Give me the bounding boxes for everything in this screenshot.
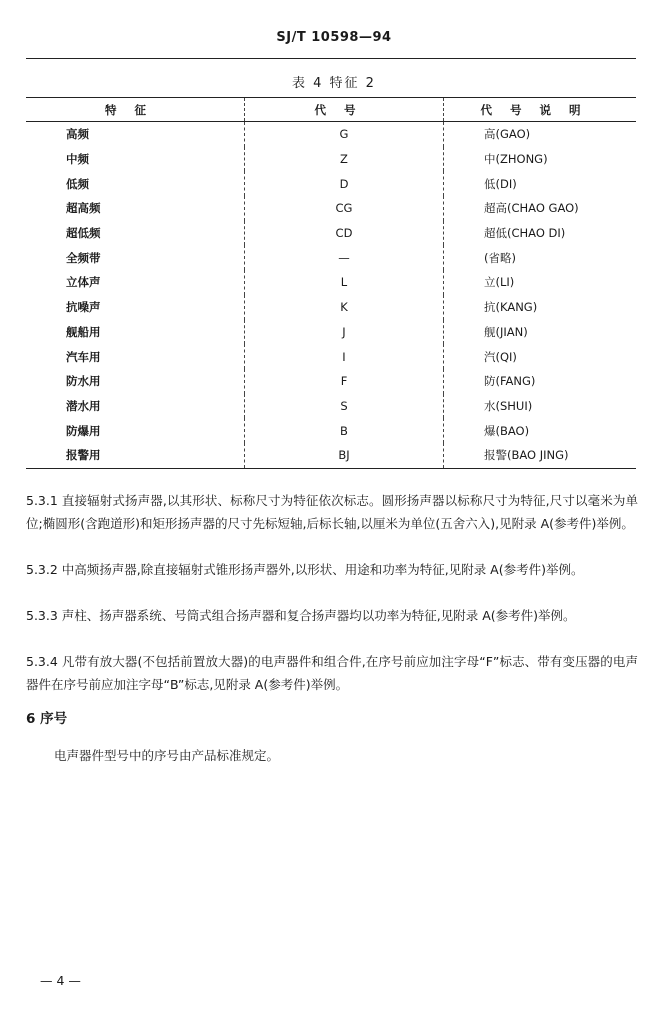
clause-5-3-4: 5.3.4 凡带有放大器(不包括前置放大器)的电声器件和组合件,在序号前应加注字母“F”标志、带有变压器的电声器件在序号前应加注字母“B”标志,见附录 A(参考件)举例。	[26, 654, 638, 692]
table-row	[26, 394, 636, 419]
code-cell: L	[245, 270, 444, 295]
table-row	[26, 443, 636, 468]
table-row	[26, 196, 636, 221]
feature-cell: 中频	[66, 152, 89, 167]
code-cell: CG	[245, 196, 444, 221]
feature-code-table	[26, 97, 636, 469]
table-row	[26, 418, 636, 443]
feature-cell: 超高频	[66, 201, 101, 216]
code-cell: BJ	[245, 443, 444, 468]
feature-cell: 立体声	[66, 275, 101, 290]
description-cell: 高(GAO)	[484, 127, 531, 142]
code-cell: K	[245, 295, 444, 320]
code-cell: Z	[245, 147, 444, 172]
feature-cell: 低频	[66, 176, 89, 191]
code-cell: S	[245, 394, 444, 419]
code-cell: B	[245, 418, 444, 443]
description-cell: 汽(QI)	[484, 349, 517, 364]
section-6-title: 6 序号	[26, 711, 68, 727]
table-row	[26, 344, 636, 369]
description-cell: 超高(CHAO GAO)	[484, 201, 579, 216]
header-code: 代号	[245, 98, 444, 122]
table-row	[26, 295, 636, 320]
clause-5-3-2: 5.3.2 中高频扬声器,除直接辐射式锥形扬声器外,以形状、用途和功率为特征,见附录 A(参考件)举例。	[26, 562, 584, 577]
code-cell: —	[245, 245, 444, 270]
clause-5-3-3: 5.3.3 声柱、扬声器系统、号筒式组合扬声器和复合扬声器均以功率为特征,见附录 A(参考件)举例。	[26, 608, 576, 623]
feature-cell: 舰船用	[66, 324, 101, 339]
header-code-description: 代号说明	[444, 98, 637, 122]
feature-cell: 高频	[66, 127, 89, 142]
feature-cell: 防爆用	[66, 423, 101, 438]
table-row	[26, 122, 636, 147]
code-cell: J	[245, 320, 444, 345]
standard-number-header: SJ/T 10598—94	[276, 30, 392, 45]
feature-cell: 报警用	[26, 443, 245, 468]
code-cell: G	[245, 122, 444, 147]
table-row	[26, 320, 636, 345]
table-row	[26, 221, 636, 246]
section-6-body: 电声器件型号中的序号由产品标准规定。	[54, 748, 280, 763]
clause-5-3-1: 5.3.1 直接辐射式扬声器,以其形状、标称尺寸为特征依次标志。圆形扬声器以标称尺寸为特征,尺寸以毫米为单位;椭圆形(含跑道形)和矩形扬声器的尺寸先标短轴,后标长轴,以厘米为单位(五舍六入),见附录 A(参考件)举例。	[26, 493, 638, 531]
code-cell: I	[245, 344, 444, 369]
table-row	[26, 245, 636, 270]
table-row	[26, 147, 636, 172]
description-cell: 低(DI)	[484, 176, 517, 191]
header-rule	[26, 58, 636, 59]
feature-cell: 潜水用	[66, 398, 101, 413]
code-cell: CD	[245, 221, 444, 246]
description-cell: 报警(BAO JING)	[444, 443, 637, 468]
description-cell: 爆(BAO)	[484, 423, 530, 438]
description-cell: 防(FANG)	[484, 374, 536, 389]
feature-cell: 全频带	[66, 250, 101, 265]
feature-cell: 防水用	[66, 374, 101, 389]
code-cell: D	[245, 171, 444, 196]
table-row	[26, 171, 636, 196]
description-cell: 水(SHUI)	[484, 398, 533, 413]
feature-cell: 超低频	[66, 226, 101, 241]
table-row	[26, 270, 636, 295]
header-feature: 特征	[26, 98, 245, 122]
description-cell: 抗(KANG)	[484, 300, 538, 315]
description-cell: 立(LI)	[484, 275, 515, 290]
code-cell: F	[245, 369, 444, 394]
table-row	[26, 369, 636, 394]
table-caption: 表 4 特征 2	[292, 76, 376, 91]
page-number: — 4 —	[40, 973, 81, 988]
table-header-row	[26, 98, 636, 122]
feature-cell: 抗噪声	[66, 300, 101, 315]
description-cell: 舰(JIAN)	[484, 324, 528, 339]
description-cell: (省略)	[484, 250, 516, 265]
feature-cell: 汽车用	[66, 349, 101, 364]
description-cell: 超低(CHAO DI)	[484, 226, 566, 241]
description-cell: 中(ZHONG)	[484, 152, 548, 167]
